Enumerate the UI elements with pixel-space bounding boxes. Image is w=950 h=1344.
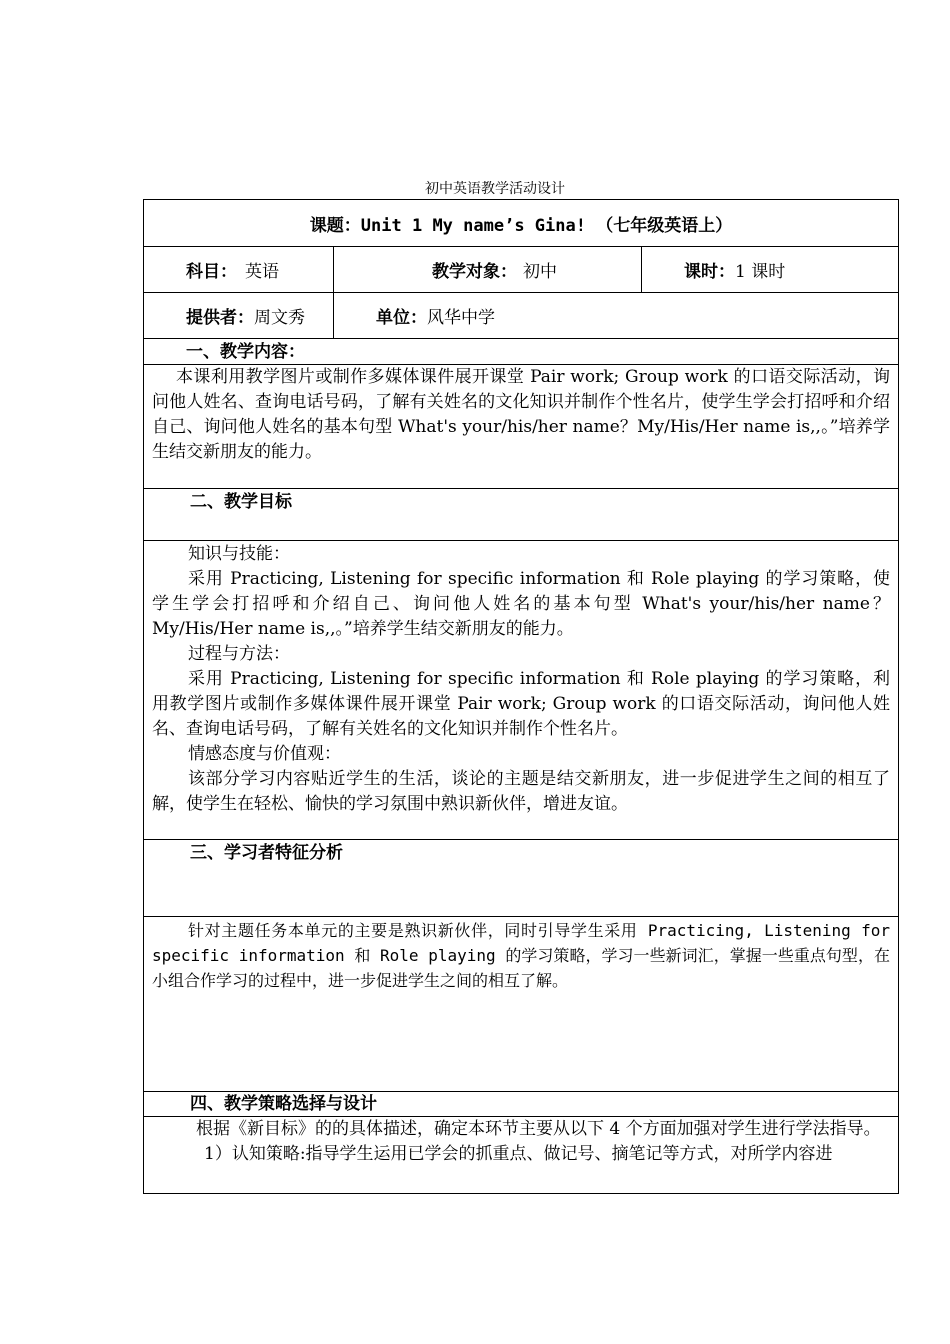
document-title: 初中英语教学活动设计 xyxy=(425,181,565,197)
strategy-paragraph: 根据《新目标》的的具体描述，确定本环节主要从以下 4 个方面加强对学生进行学法指导。 xyxy=(196,1119,881,1139)
unit-label: 单位： xyxy=(376,308,427,328)
topic-text: 课题：Unit 1 My name’s Gina! （七年级英语上） xyxy=(309,215,733,236)
content-head-row xyxy=(143,339,899,365)
provider-label: 提供者： xyxy=(186,308,254,328)
lesson-plan-table xyxy=(143,199,899,1194)
hours-cell xyxy=(641,247,898,292)
goal-knowledge-heading: 知识与技能： xyxy=(188,544,290,564)
learner-body-row xyxy=(143,917,899,1092)
strategy-heading: 四、教学策略选择与设计 xyxy=(190,1094,377,1114)
strategy-head-row xyxy=(143,1092,899,1117)
unit-cell xyxy=(333,293,898,338)
strategy-item-1: 1）认知策略:指导学生运用已学会的抓重点、做记号、摘笔记等方式，对所学内容进 xyxy=(204,1144,833,1164)
goal-process-text: 采用 Practicing, Listening for specific information 和 Role playing 的学习策略，利用教学图片或制作多媒体课件展开课堂 Pair work; Group work 的口语交际活动，询问他人姓名、查询电话号码，了解有关姓名的文化知识并制作个性名片。 xyxy=(152,669,890,739)
hours-value: 1 课时 xyxy=(735,262,786,282)
unit-value: 风华中学 xyxy=(427,308,495,328)
meta-row-2 xyxy=(143,293,899,339)
target-label: 教学对象： xyxy=(432,262,517,282)
goals-body-row xyxy=(143,541,899,840)
hours-label: 课时： xyxy=(684,262,735,282)
subject-value: 英语 xyxy=(245,262,279,282)
subject-label: 科目： xyxy=(186,262,237,282)
learner-head-row xyxy=(143,840,899,917)
goals-head-row xyxy=(143,489,899,541)
topic-row xyxy=(143,199,899,247)
goal-attitude-heading: 情感态度与价值观： xyxy=(188,744,341,764)
provider-value: 周文秀 xyxy=(254,308,305,328)
target-value: 初中 xyxy=(523,262,557,282)
learner-paragraph: 针对主题任务本单元的主要是熟识新伙伴，同时引导学生采用 Practicing, Listening for specific information 和 Role playing 的学习策略，学习一些新词汇，掌握一些重点句型，在小组合作学习的过程中，进一步促进学生之间的相互了解。 xyxy=(152,921,890,990)
goal-process-heading: 过程与方法： xyxy=(188,644,290,664)
learner-heading: 三、学习者特征分析 xyxy=(190,843,343,863)
content-heading: 一、教学内容： xyxy=(186,342,305,362)
meta-row-1 xyxy=(143,247,899,293)
strategy-body-row xyxy=(143,1117,899,1194)
content-body-row xyxy=(143,365,899,489)
goal-knowledge-text: 采用 Practicing, Listening for specific information 和 Role playing 的学习策略，使学生学会打招呼和介绍自己、询问他人姓名的基本句型 What's your/his/her name？My/His/Her name is,,。”培养学生结交新朋友的能力。 xyxy=(152,569,890,639)
goals-heading: 二、教学目标 xyxy=(190,492,292,512)
provider-cell xyxy=(144,293,333,338)
target-cell xyxy=(333,247,641,292)
subject-cell xyxy=(144,247,333,292)
content-paragraph: 本课利用教学图片或制作多媒体课件展开课堂 Pair work; Group work 的口语交际活动，询问他人姓名、查询电话号码，了解有关姓名的文化知识并制作个性名片，使学生学会打招呼和介绍自己、询问他人姓名的基本句型 What's your/his/her name？My/His/Her name is,,。”培养学生结交新朋友的能力。 xyxy=(152,367,890,462)
goal-attitude-text: 该部分学习内容贴近学生的生活，谈论的主题是结交新朋友，进一步促进学生之间的相互了解，使学生在轻松、愉快的学习氛围中熟识新伙伴，增进友谊。 xyxy=(152,769,890,814)
